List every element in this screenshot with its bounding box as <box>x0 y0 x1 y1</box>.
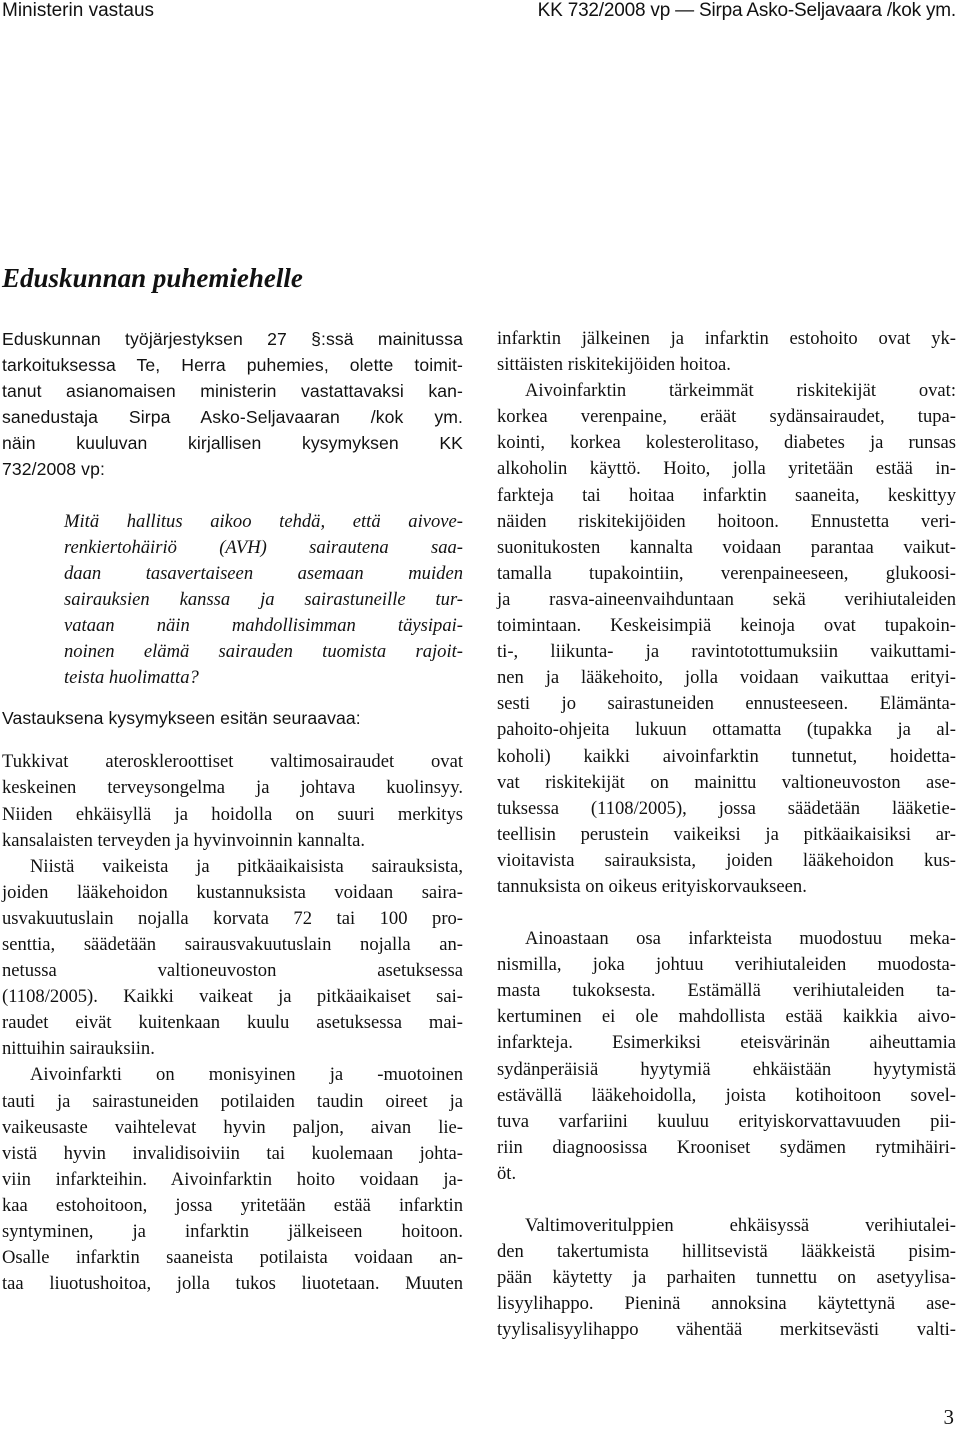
text-line: estävällä lääkehoidolla, joista kotihoitoon sovel- <box>497 1084 956 1106</box>
text-line: teista huolimatta? <box>64 667 199 689</box>
text-line: den takertumista hillitsevistä lääkkeistä pisim- <box>497 1241 956 1263</box>
text-line: infarktin jälkeinen ja infarktin estohoito ovat yk- <box>497 328 956 349</box>
answer-paragraph-2 <box>2 854 463 1063</box>
right-paragraph-2 <box>497 378 956 900</box>
right-column <box>497 326 956 1343</box>
text-line: syntyminen, ja infarktin jälkeiseen hoitoon. <box>2 1221 463 1242</box>
text-line: Osalle infarktin saaneista potilaista voidaan an- <box>2 1247 463 1269</box>
text-line: Eduskunnan työjärjestyksen 27 §:ssä mainitussa <box>2 329 463 349</box>
text-line: Valtimoveritulppien ehkäisyssä verihiutalei- <box>525 1215 956 1236</box>
text-line: tamalla tupakointiin, verenpaineeseen, glukoosi- <box>497 562 956 584</box>
text-line: ti-, liikunta- ja ravintotottumuksiin vaikuttami- <box>497 641 956 663</box>
text-line: joiden lääkehoidon kustannuksista voidaan saira- <box>2 881 463 903</box>
text-line: kaa estohoitoon, jossa yritetään estää infarktin <box>2 1194 463 1216</box>
question-paragraph <box>2 509 463 692</box>
text-line: kointi, korkea kolesterolitaso, diabetes ja runsas <box>497 432 956 454</box>
text-line: Aivoinfarkti on monisyinen ja -muotoinen <box>30 1064 463 1086</box>
text-line: keskeinen terveysongelma ja johtava kuolinsyy. <box>2 777 463 799</box>
text-line: viin infarkteihin. Aivoinfarktin hoito voidaan ja- <box>2 1168 463 1190</box>
text-line: renkiertohäiriö (AVH) sairautena saa- <box>64 536 463 558</box>
text-line: kansalaisten terveyden ja hyvinvoinnin kannalta. <box>2 829 365 851</box>
text-line: taa liuotushoitoa, jolla tukos liuotetaan. Muuten <box>2 1273 463 1295</box>
text-line: vataan näin mahdollisimman täysipai- <box>64 614 463 636</box>
text-line: näiden riskitekijöiden hoitoon. Ennustetta veri- <box>497 510 956 532</box>
text-line: vaikeusaste vaihtelevat hyvin paljon, aivan lie- <box>2 1116 463 1138</box>
text-line: senttia, säädetään sairausvakuutuslain nojalla an- <box>2 933 463 955</box>
text-line: vistä hyvin invalidisoiviin tai kuolemaan johta- <box>2 1142 463 1164</box>
header-right-reference: KK 732/2008 vp — Sirpa Asko-Seljavaara /kok ym. <box>537 0 956 21</box>
text-line: Ainoastaan osa infarkteista muodostuu meka- <box>525 928 956 950</box>
text-line: sairauksien kanssa ja sairastuneille tur- <box>64 588 463 610</box>
text-line: vioitavista sairauksista, joiden lääkehoidon kus- <box>497 849 956 871</box>
text-line: tauti ja sairastuneiden potilaiden taudin oireet ja <box>2 1090 463 1112</box>
text-line: Mitä hallitus aikoo tehdä, että aivove- <box>64 510 463 532</box>
text-line: tarkoituksessa Te, Herra puhemies, olette toimit- <box>2 355 463 376</box>
intro-paragraph <box>2 326 463 483</box>
text-line: pään käytetty ja parhaiten tunnettu on asetyylisa- <box>497 1267 956 1289</box>
answer-intro: Vastauksena kysymykseen esitän seuraavaa: <box>2 708 361 729</box>
answer-paragraph-3 <box>2 1062 463 1297</box>
text-line: kertuminen ei ole mahdollista estää kaikkia aivo- <box>497 1006 956 1028</box>
text-line: infarkteja. Esimerkiksi eteisvärinän aiheuttamia <box>497 1032 956 1054</box>
text-line: koholi) kaikki aivoinfarktin tunnetut, hoidetta- <box>497 745 956 767</box>
text-line: Niiden ehkäisyllä ja hoidolla on suuri merkitys <box>2 803 463 825</box>
text-line: masta tukoksesta. Estämällä verihiutaleiden ta- <box>497 980 956 1002</box>
text-line: toimintaan. Keskeisimpiä keinoja ovat tupakoin- <box>497 615 956 637</box>
right-paragraph-1 <box>497 326 956 378</box>
text-line: teellisin perustein vaikeiksi ja pitkäaikaisiksi ar- <box>497 823 956 845</box>
right-paragraph-4 <box>497 1213 956 1343</box>
right-paragraph-3 <box>497 926 956 1187</box>
text-line: sydänperäisiä hyytymiä ehkäistään hyytymistä <box>497 1058 956 1080</box>
text-line: suonitukosten kannalta voidaan parantaa vaikut- <box>497 536 956 558</box>
text-line: tannuksista on oikeus erityiskorvaukseen. <box>497 875 807 897</box>
text-line: alkoholin käyttö. Hoito, jolla yritetään estää in- <box>497 458 956 480</box>
text-line: näin kuuluvan kirjallisen kysymyksen KK <box>2 433 463 454</box>
text-line: Niistä vaikeista ja pitkäaikaisista sairauksista, <box>30 855 463 877</box>
left-column <box>2 326 463 1297</box>
text-line: tyylisalisyylihappo vähentää merkitsevästi valti- <box>497 1319 956 1341</box>
text-line: tuksessa (1108/2005), jossa säädetään lääketie- <box>497 797 956 819</box>
text-line: noinen elämä sairauden tuomista rajoit- <box>64 641 463 663</box>
text-line: nen ja lääkehoito, jolla voidaan vaikuttaa erityi- <box>497 667 956 689</box>
text-line: sesti jo sairastuneiden ennusteeseen. Elämänta- <box>497 693 956 715</box>
text-line: riin diagnoosissa Krooniset sydämen rytmihäiri- <box>497 1136 956 1158</box>
text-line: nittuihin sairauksiin. <box>2 1038 155 1060</box>
text-line: 732/2008 vp: <box>2 459 105 480</box>
header-left-title: Ministerin vastaus <box>2 0 155 21</box>
text-line: sittäisten riskitekijöiden hoitoa. <box>497 354 731 376</box>
text-line: Aivoinfarktin tärkeimmät riskitekijät ovat: <box>525 380 956 402</box>
text-line: pahoito-ohjeita lukuun ottamatta (tupakka ja al- <box>497 719 956 741</box>
text-line: tanut asianomaisen ministerin vastattavaksi kan- <box>2 381 463 402</box>
page-number: 3 <box>943 1405 954 1429</box>
text-line: sanedustaja Sirpa Asko-Seljavaaran /kok ym. <box>2 407 463 428</box>
text-line: raudet eivät kuitenkaan kuulu asetuksessa mai- <box>2 1012 463 1034</box>
text-line: netussa valtioneuvoston asetuksessa <box>2 960 463 982</box>
text-line: tuva varfariini kuuluu erityiskorvattavuuden pii- <box>497 1110 956 1132</box>
text-line: (1108/2005). Kaikki vaikeat ja pitkäaikaiset sai- <box>2 986 463 1008</box>
text-line: daan tasavertaiseen asemaan muiden <box>64 562 463 584</box>
answer-paragraph-1 <box>2 749 463 853</box>
text-line: farkteja tai hoitaa infarktin saaneita, keskittyy <box>497 484 956 506</box>
page-header <box>0 0 960 26</box>
text-line: lisyylihappo. Pieninä annoksina käytettynä ase- <box>497 1293 956 1315</box>
text-line: korkea verenpaine, eräät sydänsairaudet, tupa- <box>497 406 956 428</box>
text-line: Tukkivat ateroskleroottiset valtimosairaudet ovat <box>2 751 463 773</box>
text-line: vat riskitekijät on mainittu valtioneuvoston ase- <box>497 771 956 793</box>
text-line: usvakuutuslain nojalla korvata 72 tai 100 pro- <box>2 907 463 929</box>
document-heading: Eduskunnan puhemiehelle <box>2 263 303 293</box>
text-line: öt. <box>497 1162 517 1184</box>
text-line: nismilla, joka johtuu verihiutaleiden muodosta- <box>497 954 956 976</box>
text-line: ja rasva-aineenvaihduntaan sekä verihiutaleiden <box>497 588 956 610</box>
